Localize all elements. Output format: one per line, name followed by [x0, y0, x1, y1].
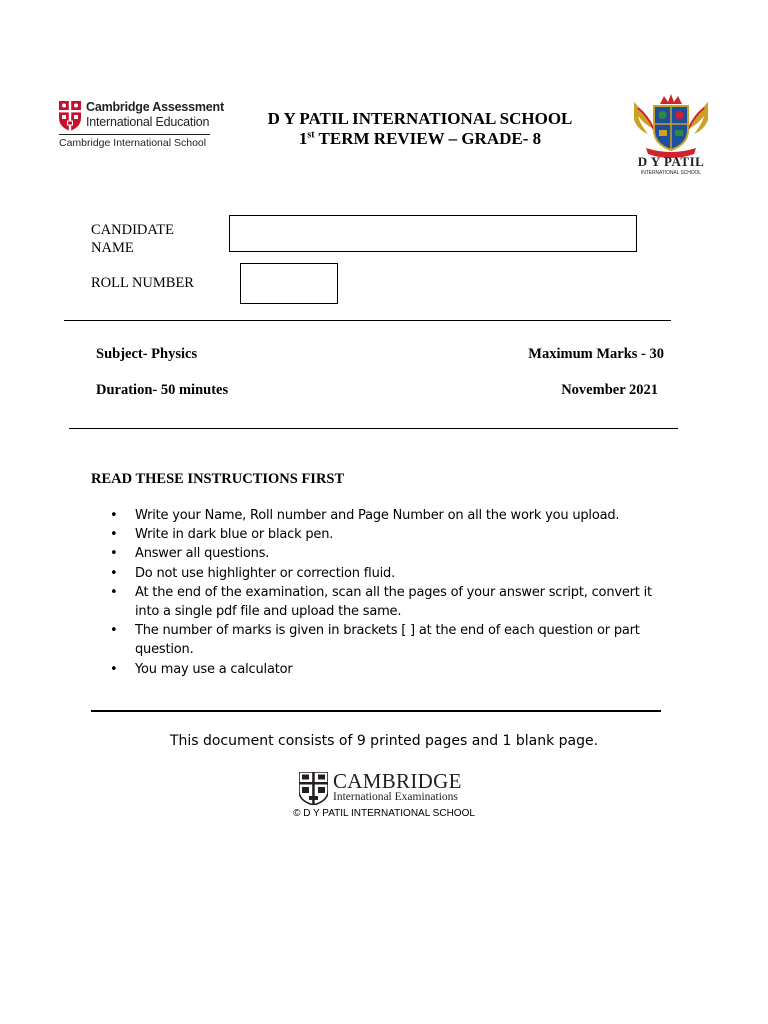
list-item: • Answer all questions. [108, 544, 673, 563]
cambridge-shield-icon [59, 101, 81, 131]
list-item: • The number of marks is given in brackets [ ] at the end of each question or part question. [110, 623, 640, 658]
bullet-icon: • [110, 565, 118, 581]
document-page-count-note: This document consists of 9 printed pages and 1 blank page. [169, 733, 599, 749]
bullet-icon: • [110, 527, 118, 543]
list-item: • You may use a calculator [108, 660, 673, 679]
cambridge-assessment-subtitle: International Education [86, 115, 210, 129]
bullet-icon: • [110, 508, 118, 523]
cambridge-assessment-title: Cambridge Assessment [86, 100, 224, 114]
candidate-name-label: CANDIDATE NAME [91, 222, 174, 256]
cambridge-assessment-logo [59, 99, 224, 154]
cambridge-crest-icon [299, 772, 328, 805]
cambridge-examinations-subtitle: International Examinations [333, 791, 458, 803]
exam-date: November 2021 [561, 382, 658, 398]
bullet-icon: • [110, 661, 118, 677]
instructions-list [108, 506, 673, 679]
maximum-marks: Maximum Marks - 30 [528, 346, 664, 362]
candidate-name-field[interactable] [229, 215, 637, 252]
list-item: • Write your Name, Roll number and Page Number on all the work you upload. [108, 506, 673, 525]
list-item: • At the end of the examination, scan all the pages of your answer script, convert it into a single pdf file and upload the same. [110, 584, 652, 620]
dy-patil-crest-logo [630, 94, 712, 186]
bullet-icon: • [110, 546, 118, 562]
roll-number-label: ROLL NUMBER [91, 275, 194, 291]
exam-title: 1st TERM REVIEW – GRADE- 8 [298, 129, 542, 148]
roll-number-field[interactable] [240, 263, 338, 304]
list-item: • Write in dark blue or black pen. [108, 525, 673, 544]
divider-middle [69, 428, 678, 429]
divider-top [64, 320, 671, 321]
instructions-heading: READ THESE INSTRUCTIONS FIRST [91, 471, 345, 487]
divider-bottom [91, 710, 661, 712]
logo-divider [59, 134, 210, 135]
cambridge-wordmark: CAMBRIDGE [333, 769, 462, 793]
subject: Subject- Physics [96, 346, 198, 362]
cambridge-international-examinations-logo [299, 771, 479, 807]
copyright-notice: © D Y PATIL INTERNATIONAL SCHOOL [293, 808, 475, 819]
list-item: • Do not use highlighter or correction fluid. [108, 564, 673, 583]
crest-school-subtitle: INTERNATIONAL SCHOOL [641, 170, 701, 176]
bullet-icon: • [110, 623, 118, 639]
cambridge-school-label: Cambridge International School [59, 137, 207, 149]
crest-school-name: D Y PATIL [637, 154, 705, 169]
bullet-icon: • [110, 584, 118, 600]
school-name: D Y PATIL INTERNATIONAL SCHOOL [267, 109, 573, 128]
duration: Duration- 50 minutes [96, 382, 229, 398]
